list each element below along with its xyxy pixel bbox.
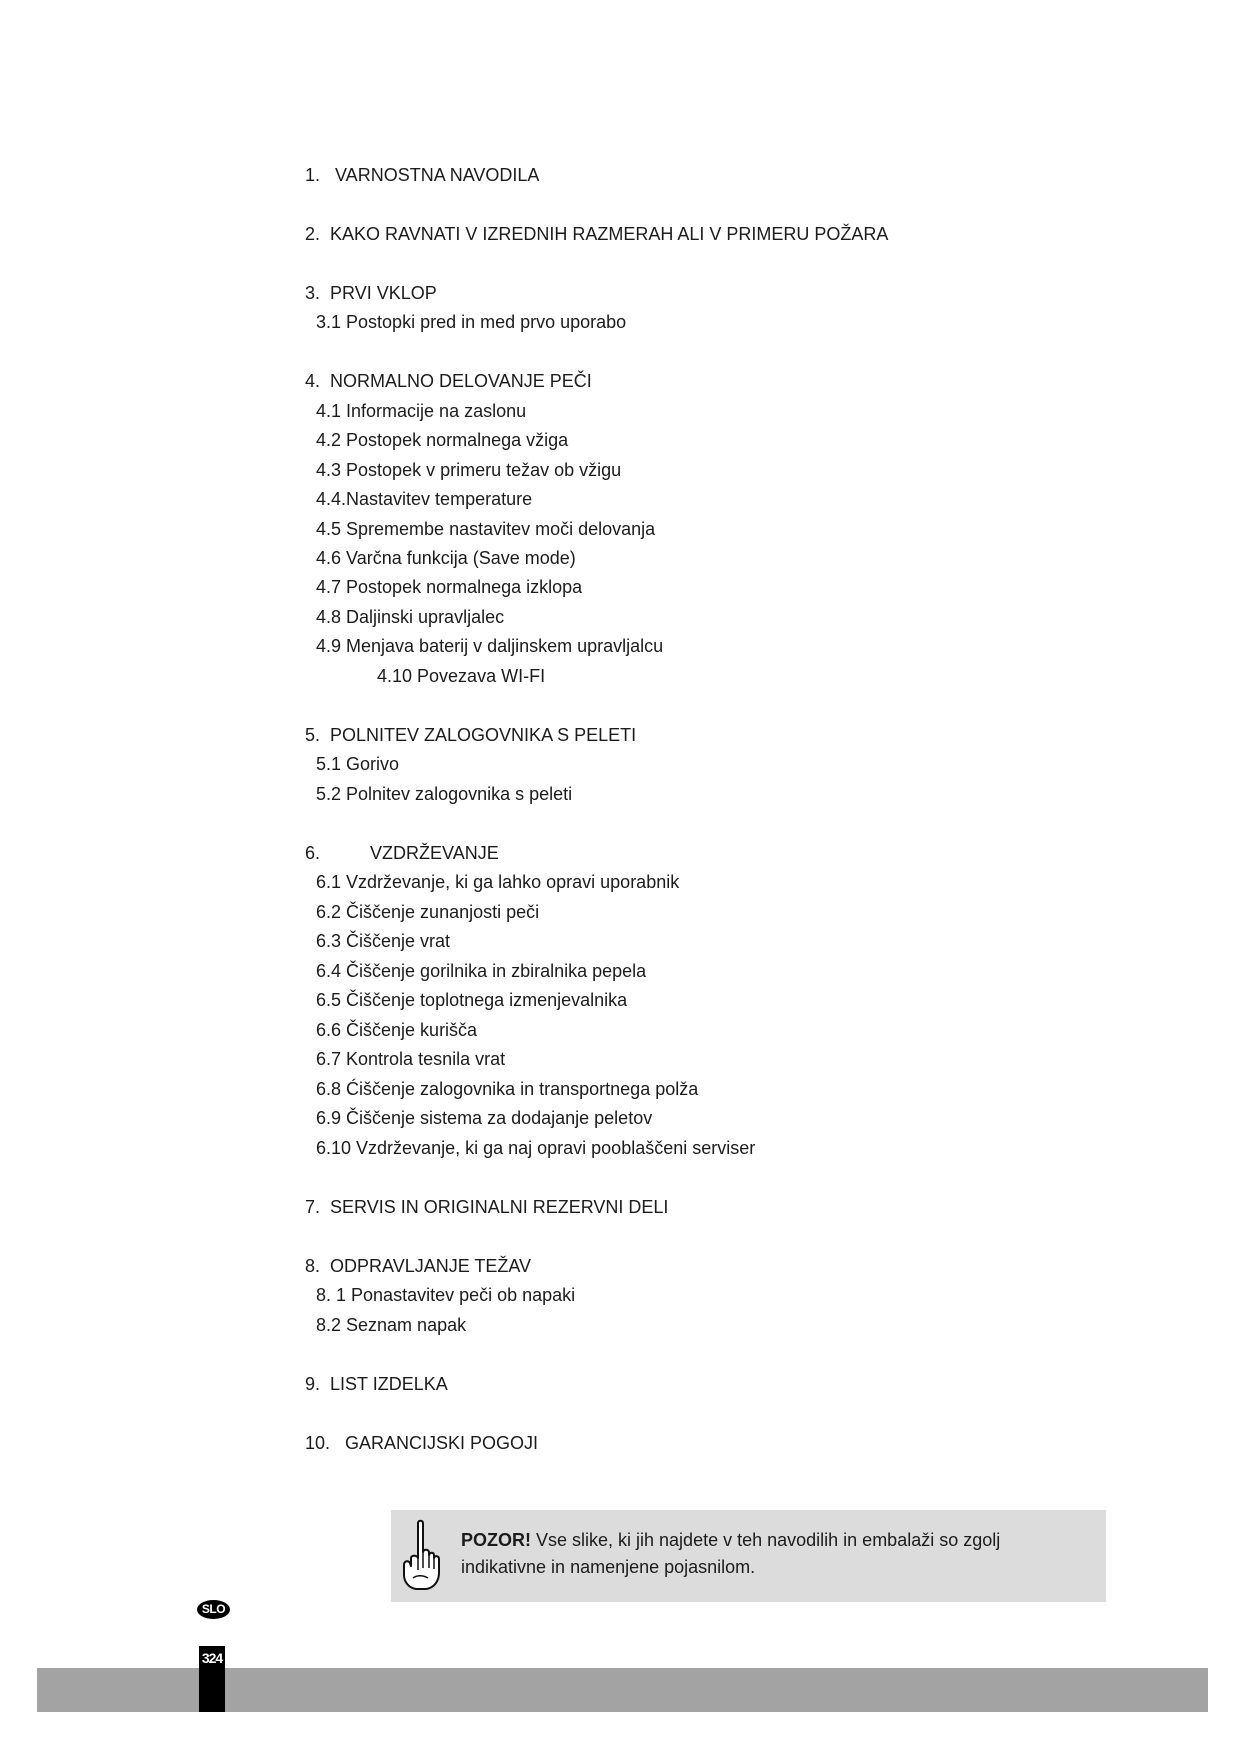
notice-box [391, 1510, 1106, 1602]
toc-entry: 4.5 Spremembe nastavitev moči delovanja [316, 519, 656, 539]
toc-entry: 6.1 Vzdrževanje, ki ga lahko opravi uporabnik [316, 872, 680, 892]
toc-entry: 5. POLNITEV ZALOGOVNIKA S PELETI [305, 725, 637, 745]
toc-entry: 6. VZDRŽEVANJE [305, 843, 499, 863]
toc-entry: 10. GARANCIJSKI POGOJI [305, 1433, 539, 1453]
language-badge: SLO [197, 1600, 230, 1619]
notice-label: POZOR! [461, 1530, 531, 1550]
toc-entry: 5.2 Polnitev zalogovnika s peleti [316, 784, 573, 804]
toc-entry: 8. ODPRAVLJANJE TEŽAV [305, 1256, 532, 1276]
toc-entry: 4. NORMALNO DELOVANJE PEČI [305, 371, 592, 391]
toc-entry: 4.8 Daljinski upravljalec [316, 607, 505, 627]
toc-entry: 3. PRVI VKLOP [305, 283, 437, 303]
page-number: 324 [201, 1650, 223, 1666]
toc-entry: 4.3 Postopek v primeru težav ob vžigu [316, 460, 622, 480]
toc-entry: 6.8 Ćiščenje zalogovnika in transportnega polža [316, 1079, 699, 1099]
toc-entry: 6.9 Čiščenje sistema za dodajanje peletov [316, 1108, 653, 1128]
toc-entry: 6.3 Čiščenje vrat [316, 931, 451, 951]
toc-entry: 4.7 Postopek normalnega izklopa [316, 577, 583, 597]
toc-entry: 6.2 Čiščenje zunanjosti peči [316, 902, 540, 922]
toc-entry: 1. VARNOSTNA NAVODILA [305, 165, 540, 185]
toc-entry: 4.6 Varčna funkcija (Save mode) [316, 548, 576, 568]
notice-body: Vse slike, ki jih najdete v teh navodilih in embalaži so zgolj indikativne in namenjene pojasnilom. [461, 1530, 1001, 1577]
toc-entry: 6.5 Čiščenje toplotnega izmenjevalnika [316, 990, 628, 1010]
toc-entry: 6.4 Čiščenje gorilnika in zbiralnika pepela [316, 961, 647, 981]
toc-entry: 8.2 Seznam napak [316, 1315, 467, 1335]
toc-entry: 6.10 Vzdrževanje, ki ga naj opravi pooblaščeni serviser [316, 1138, 756, 1158]
toc-entry: 6.7 Kontrola tesnila vrat [316, 1049, 506, 1069]
toc-entry: 4.10 Povezava WI-FI [377, 666, 546, 686]
toc-entry: 7. SERVIS IN ORIGINALNI REZERVNI DELI [305, 1197, 669, 1217]
toc-entry: 9. LIST IZDELKA [305, 1374, 448, 1394]
toc-entry: 5.1 Gorivo [316, 754, 400, 774]
toc-entry: 2. KAKO RAVNATI V IZREDNIH RAZMERAH ALI V PRIMERU POŽARA [305, 224, 889, 244]
page-number-tab [199, 1646, 225, 1712]
toc-entry: 4.4.Nastavitev temperature [316, 489, 533, 509]
toc-entry: 4.1 Informacije na zaslonu [316, 401, 527, 421]
toc-entry: 4.9 Menjava baterij v daljinskem upravljalcu [316, 636, 664, 656]
pointing-hand-icon [401, 1518, 441, 1594]
toc-entry: 6.6 Čiščenje kurišča [316, 1020, 478, 1040]
toc-entry: 4.2 Postopek normalnega vžiga [316, 430, 569, 450]
toc-entry: 8. 1 Ponastavitev peči ob napaki [316, 1285, 576, 1305]
notice-text [461, 1527, 1081, 1581]
toc-entry: 3.1 Postopki pred in med prvo uporabo [316, 312, 627, 332]
